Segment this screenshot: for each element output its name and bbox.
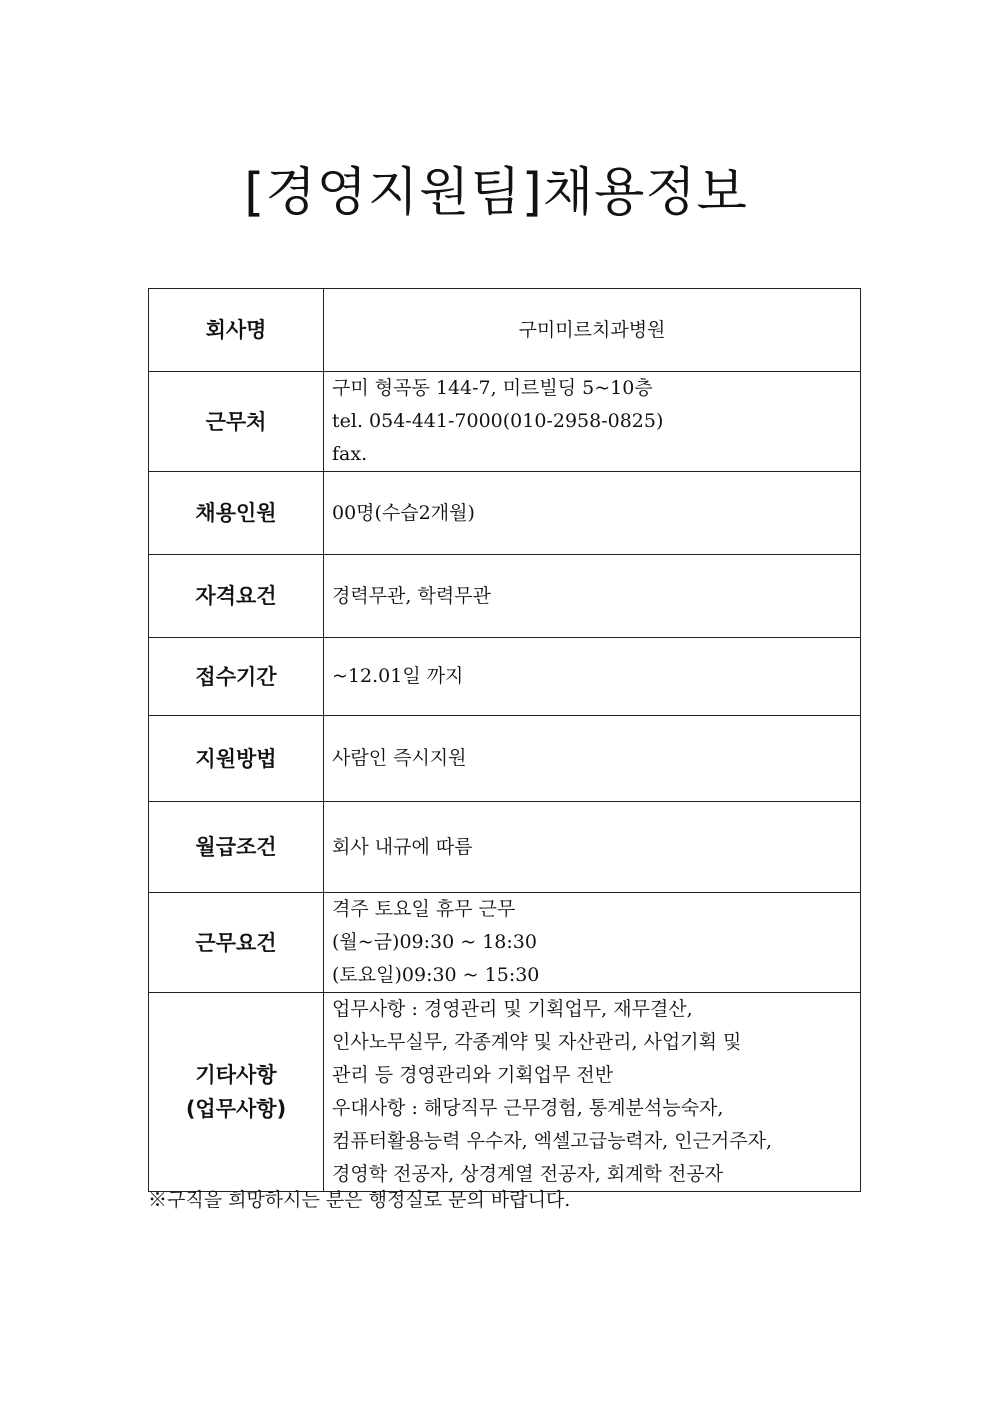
value-line: 컴퓨터활용능력 우수자, 엑셀고급능력자, 인근거주자, — [332, 1130, 773, 1152]
row-label — [149, 893, 324, 993]
label-line: 지원방법 — [195, 746, 277, 771]
table-row — [149, 802, 861, 893]
value-line: 00명(수습2개월) — [332, 501, 475, 524]
value-line: 구미미르치과병원 — [518, 318, 666, 341]
value-line: (토요일)09:30 ~ 15:30 — [332, 964, 540, 986]
value-line: tel. 054-441-7000(010-2958-0825) — [332, 410, 664, 432]
row-label — [149, 638, 324, 716]
value-line: 구미 형곡동 144-7, 미르빌딩 5~10층 — [332, 377, 653, 399]
row-label — [149, 555, 324, 638]
footer-note: ※구직을 희망하시는 분은 행정실로 문의 바랍니다. — [148, 1189, 571, 1211]
row-value — [324, 802, 861, 893]
table-row — [149, 289, 861, 372]
row-value — [324, 555, 861, 638]
value-line: 격주 토요일 휴무 근무 — [332, 898, 516, 920]
table-row — [149, 638, 861, 716]
row-value — [324, 993, 861, 1192]
row-label — [149, 802, 324, 893]
value-line: 경력무관, 학력무관 — [332, 584, 491, 607]
row-label — [149, 372, 324, 472]
label-line: 근무요건 — [195, 930, 277, 955]
value-line: 사람인 즉시지원 — [332, 747, 467, 769]
table-row — [149, 993, 861, 1192]
table-row — [149, 372, 861, 472]
table-row — [149, 555, 861, 638]
table-row — [149, 893, 861, 993]
table-row — [149, 472, 861, 555]
label-line: 자격요건 — [195, 584, 277, 608]
value-line: 우대사항 : 해당직무 근무경험, 통계분석능숙자, — [332, 1097, 724, 1119]
value-line: 경영학 전공자, 상경계열 전공자, 회계학 전공자 — [332, 1163, 724, 1185]
row-value — [324, 638, 861, 716]
value-line: (월~금)09:30 ~ 18:30 — [332, 931, 537, 953]
row-value — [324, 372, 861, 472]
value-line: 인사노무실무, 각종계약 및 자산관리, 사업기획 및 — [332, 1031, 742, 1053]
document-title: [경영지원팀]채용정보 — [244, 163, 748, 223]
row-value — [324, 289, 861, 372]
label-line: 월급조건 — [195, 835, 277, 859]
value-line: 관리 등 경영관리와 기획업무 전반 — [332, 1064, 614, 1086]
label-line: 근무처 — [205, 409, 267, 434]
table-row — [149, 716, 861, 802]
row-label — [149, 716, 324, 802]
value-line: ~12.01일 까지 — [332, 665, 464, 687]
label-line: 채용인원 — [195, 501, 277, 525]
label-line: 접수기간 — [195, 664, 277, 689]
job-info-table — [148, 288, 861, 1192]
row-label — [149, 472, 324, 555]
row-value — [324, 716, 861, 802]
value-line: 업무사항 : 경영관리 및 기획업무, 재무결산, — [332, 998, 693, 1020]
label-line: (업무사항) — [185, 1097, 287, 1121]
value-line: 회사 내규에 따름 — [332, 835, 473, 858]
label-line: 회사명 — [205, 318, 267, 342]
row-label — [149, 289, 324, 372]
value-line: fax. — [332, 443, 368, 465]
row-value — [324, 472, 861, 555]
label-line: 기타사항 — [195, 1063, 277, 1087]
row-value — [324, 893, 861, 993]
row-label — [149, 993, 324, 1192]
